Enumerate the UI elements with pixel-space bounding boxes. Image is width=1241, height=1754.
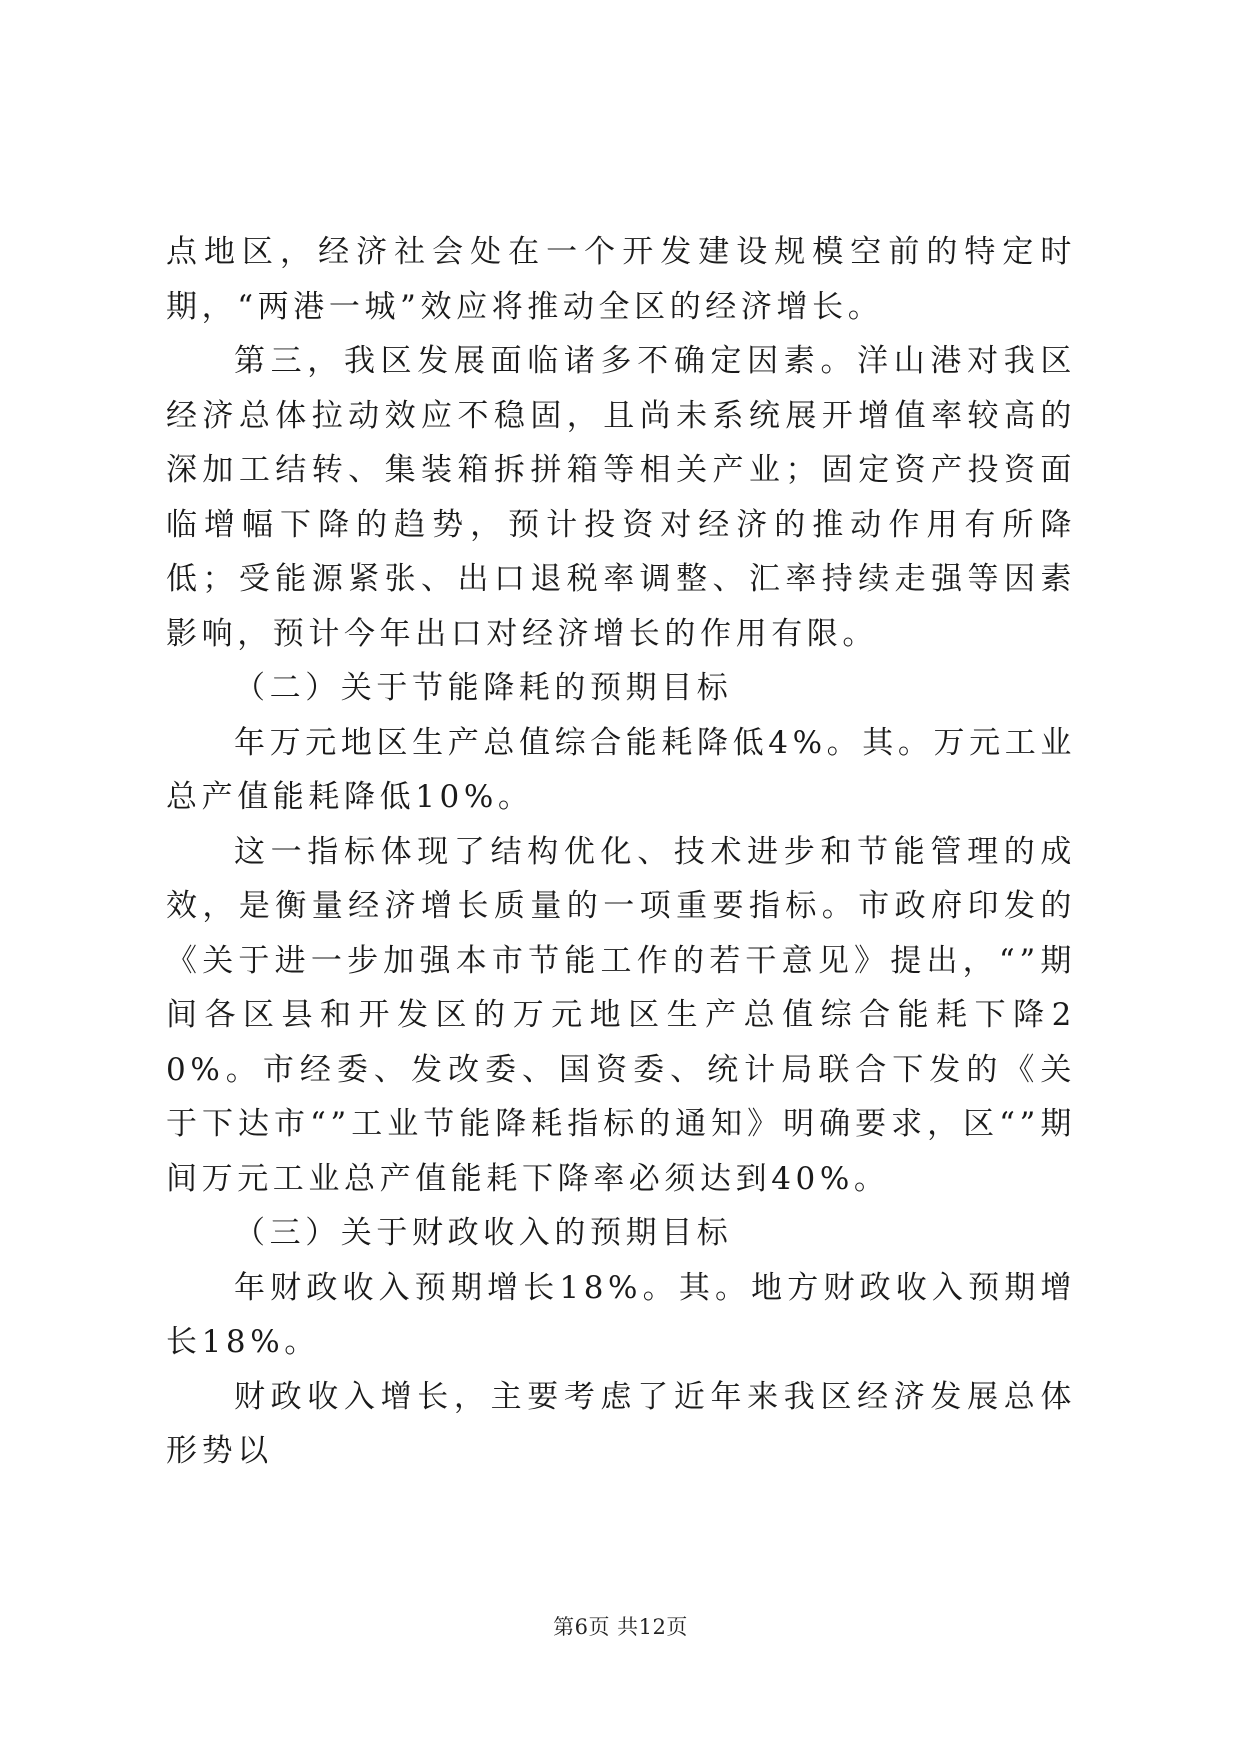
paragraph-energy-target: 年万元地区生产总值综合能耗降低4%。其。万元工业总产值能耗降低10%。: [166, 724, 1076, 815]
page-number-footer: 第6页 共12页: [553, 1615, 688, 1639]
paragraph-revenue-target: 年财政收入预期增长18%。其。地方财政收入预期增长18%。: [166, 1269, 1076, 1360]
section-heading-revenue: （三）关于财政收入的预期目标: [234, 1215, 733, 1251]
paragraph-revenue-explanation: 财政收入增长，主要考虑了近年来我区经济发展总体形势以: [166, 1378, 1076, 1469]
paragraph-continuation: 点地区，经济社会处在一个开发建设规模空前的特定时期，“两港一城”效应将推动全区的经济增长。: [166, 234, 1076, 325]
paragraph-energy-explanation: 这一指标体现了结构优化、技术进步和节能管理的成效，是衡量经济增长质量的一项重要指标。市政府印发的《关于进一步加强本市节能工作的若干意见》提出，“”期间各区县和开发区的万元地区生产总值综合能耗下降20%。市经委、发改委、国资委、统计局联合下发的《关于下达市“”工业节能降耗指标的通知》明确要求，区“”期间万元工业总产值能耗下降率必须达到40%。: [166, 833, 1076, 1197]
paragraph-third-factor: 第三，我区发展面临诸多不确定因素。洋山港对我区经济总体拉动效应不稳固，且尚未系统展开增值率较高的深加工结转、集装箱拆拼箱等相关产业；固定资产投资面临增幅下降的趋势，预计投资对经济的推动作用有所降低；受能源紧张、出口退税率调整、汇率持续走强等因素影响，预计今年出口对经济增长的作用有限。: [166, 343, 1076, 652]
section-heading-energy: （二）关于节能降耗的预期目标: [234, 670, 733, 706]
body-text: [166, 225, 1076, 1479]
